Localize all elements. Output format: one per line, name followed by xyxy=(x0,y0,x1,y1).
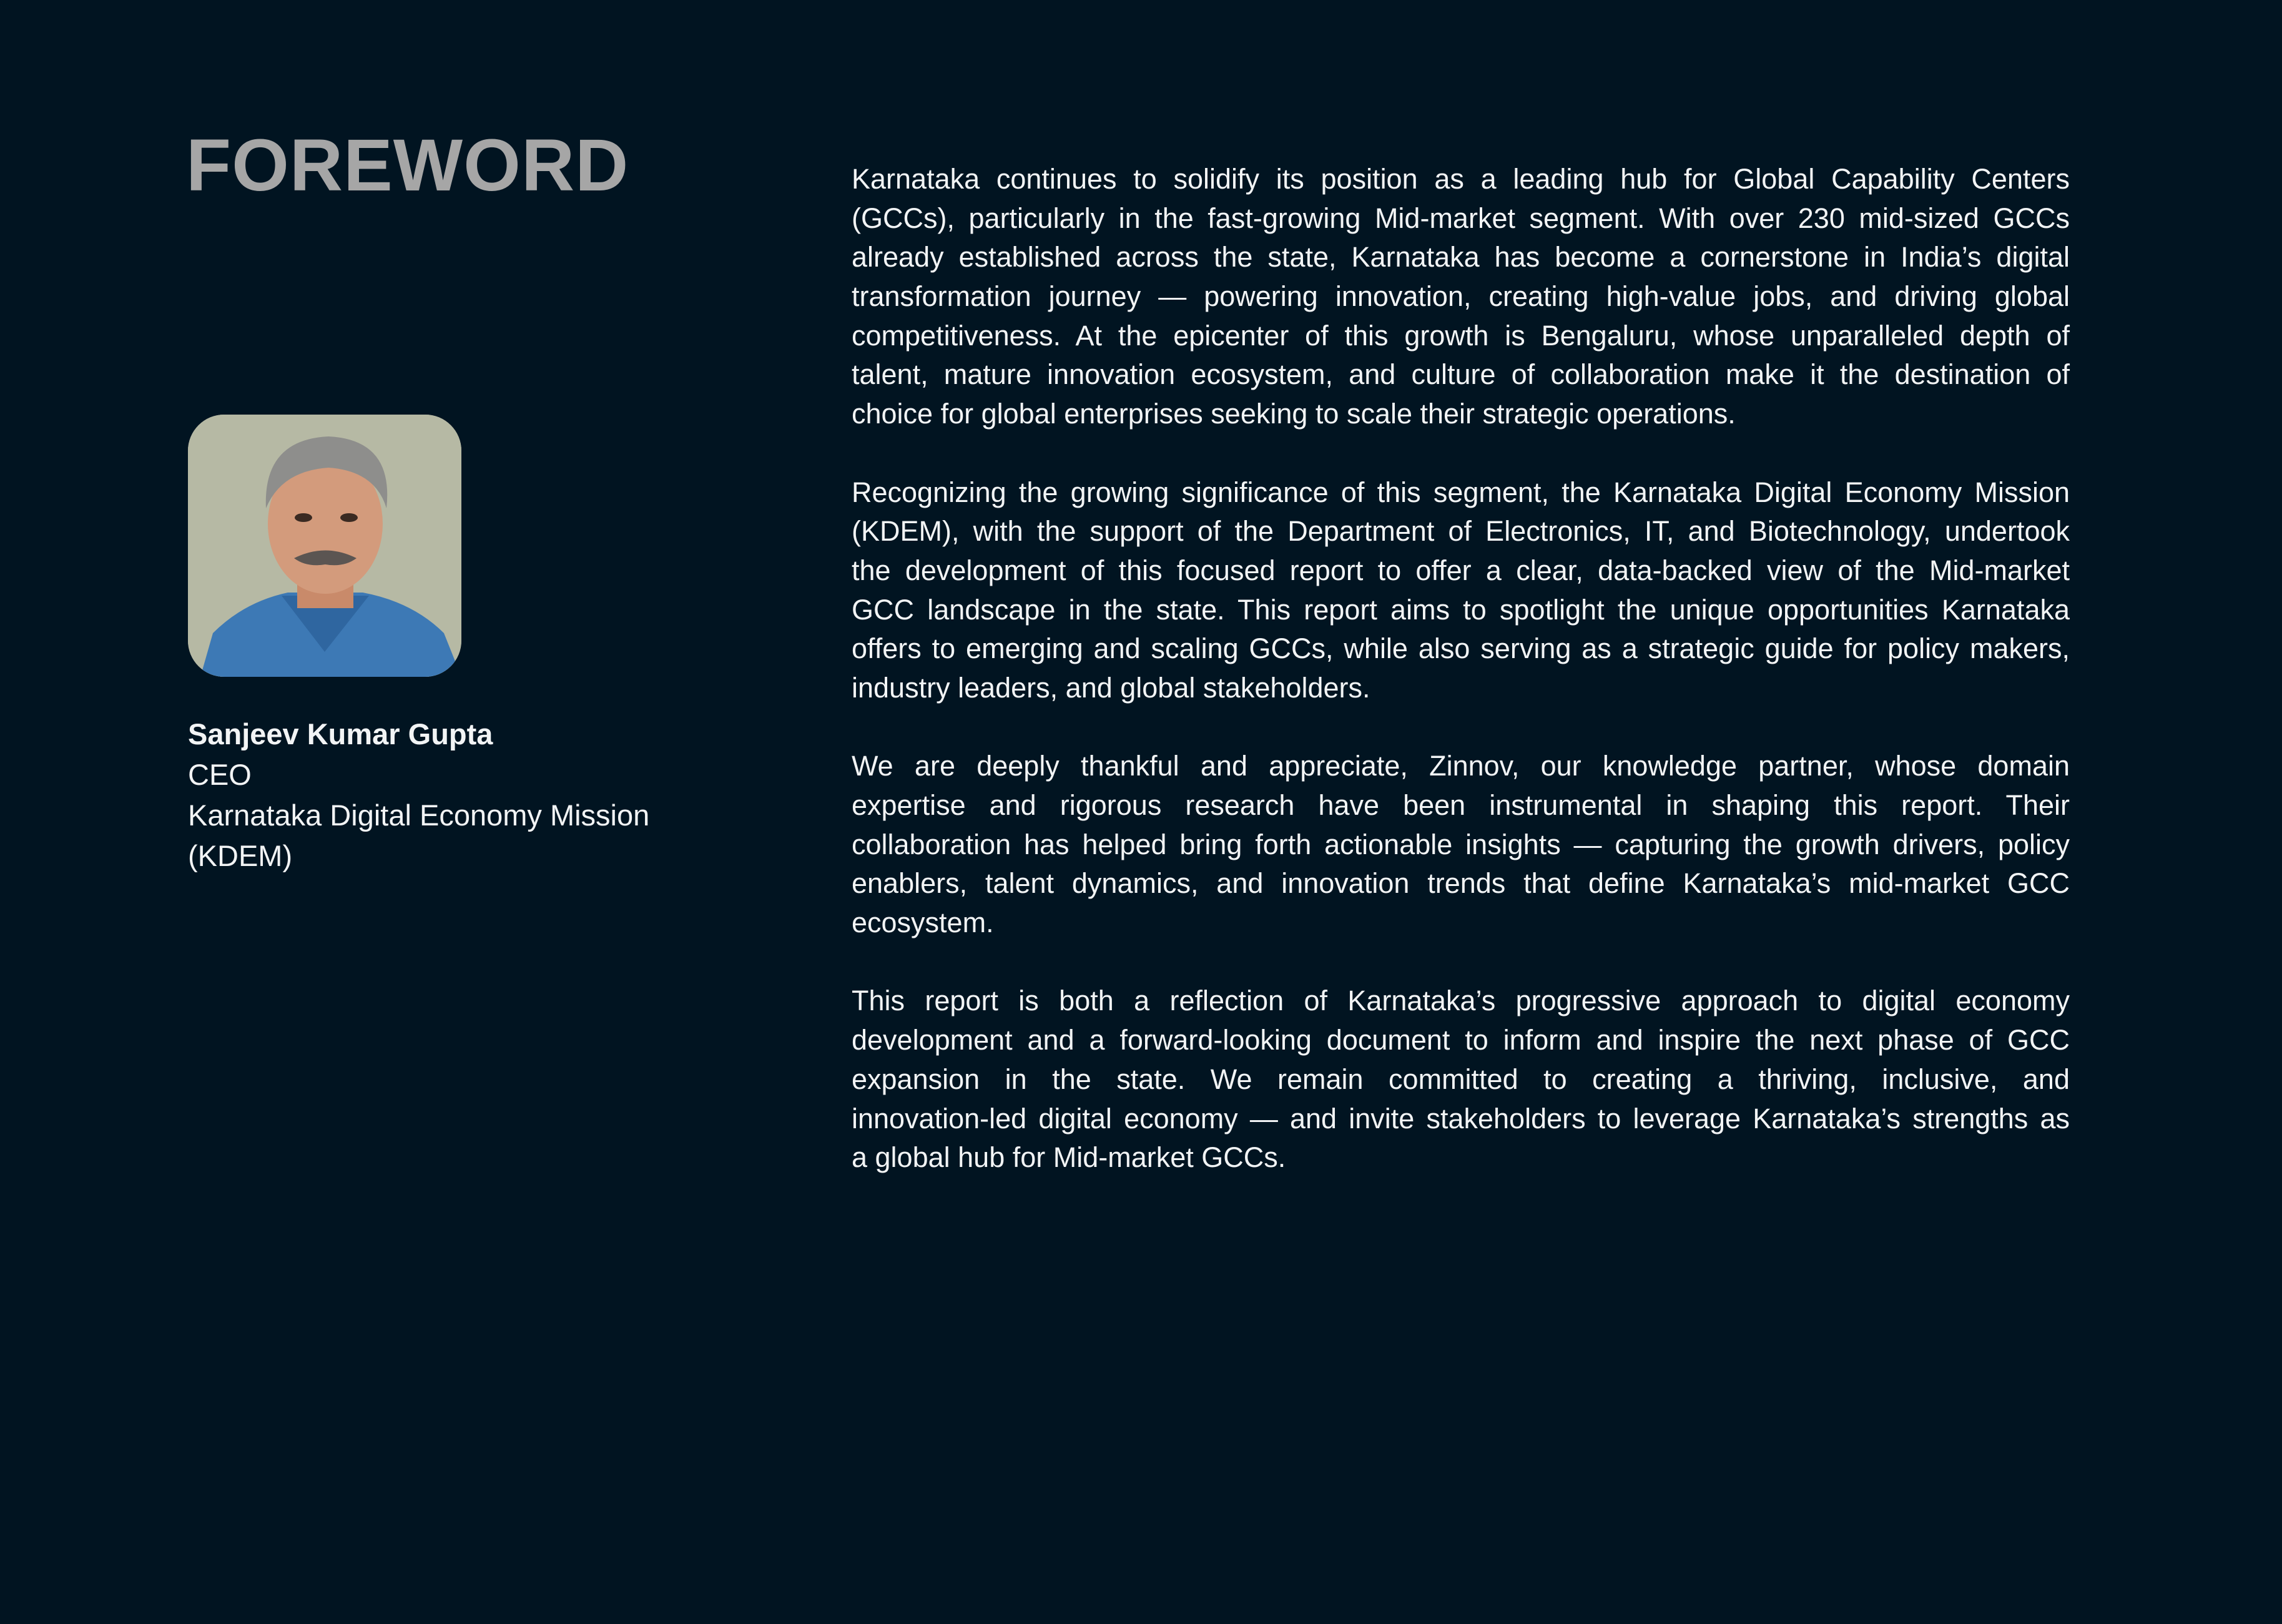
paragraph-line: innovation-led digital economy — and invite stakeholders to leverage Karnataka’s strengths as xyxy=(852,1102,2070,1134)
foreword-body xyxy=(852,160,2070,1217)
signatory-organization: Karnataka Digital Economy Mission xyxy=(188,799,650,832)
paragraph-line: enablers, talent dynamics, and innovation trends that define Karnataka’s mid-market GCC xyxy=(852,867,2070,900)
paragraph-line: (KDEM), with the support of the Department of Electronics, IT, and Biotechnology, undertook xyxy=(852,515,2070,548)
foreword-paragraph xyxy=(852,747,2070,942)
paragraph-line: already established across the state, Karnataka has become a cornerstone in India’s digital xyxy=(852,241,2070,273)
paragraph-line: competitiveness. At the epicenter of this growth is Bengaluru, whose unparalleled depth of xyxy=(852,319,2070,352)
paragraph-line: ecosystem. xyxy=(852,907,994,939)
paragraph-line: choice for global enterprises seeking to scale their strategic operations. xyxy=(852,398,1736,430)
paragraph-line: (GCCs), particularly in the fast-growing Mid-market segment. With over 230 mid-sized GCCs xyxy=(852,202,2070,234)
signatory-block xyxy=(188,714,649,876)
foreword-paragraph xyxy=(852,160,2070,434)
paragraph-line: Karnataka continues to solidify its position as a leading hub for Global Capability Centers xyxy=(852,163,2070,195)
foreword-paragraph xyxy=(852,982,2070,1177)
signatory-role: CEO xyxy=(188,758,252,791)
paragraph-line: industry leaders, and global stakeholders. xyxy=(852,671,1370,704)
foreword-paragraph xyxy=(852,473,2070,708)
paragraph-line: collaboration has helped bring forth actionable insights — capturing the growth drivers, policy xyxy=(852,828,2070,860)
paragraph-line: transformation journey — powering innovation, creating high-value jobs, and driving global xyxy=(852,280,2070,313)
paragraph-line: offers to emerging and scaling GCCs, while also serving as a strategic guide for policy makers, xyxy=(852,632,2070,665)
paragraph-line: the development of this focused report to offer a clear, data-backed view of the Mid-market xyxy=(852,554,2070,586)
paragraph-line: This report is both a reflection of Karnataka’s progressive approach to digital economy xyxy=(852,985,2070,1017)
paragraph-line: expertise and rigorous research have been instrumental in shaping this report. Their xyxy=(852,789,2070,821)
ceo-portrait-photo xyxy=(188,415,461,677)
paragraph-line: talent, mature innovation ecosystem, and culture of collaboration make it the destination of xyxy=(852,358,2070,391)
paragraph-line: a global hub for Mid-market GCCs. xyxy=(852,1141,1286,1174)
signatory-name: Sanjeev Kumar Gupta xyxy=(188,717,493,750)
paragraph-line: GCC landscape in the state. This report aims to spotlight the unique opportunities Karnataka xyxy=(852,593,2070,626)
paragraph-line: We are deeply thankful and appreciate, Zinnov, our knowledge partner, whose domain xyxy=(852,750,2070,782)
paragraph-line: development and a forward-looking document to inform and inspire the next phase of GCC xyxy=(852,1024,2070,1056)
paragraph-line: expansion in the state. We remain committed to creating a thriving, inclusive, and xyxy=(852,1063,2070,1095)
page-title: FOREWORD xyxy=(186,124,629,207)
signatory-organization-abbr: (KDEM) xyxy=(188,839,293,872)
paragraph-line: Recognizing the growing significance of this segment, the Karnataka Digital Economy Mission xyxy=(852,476,2070,508)
